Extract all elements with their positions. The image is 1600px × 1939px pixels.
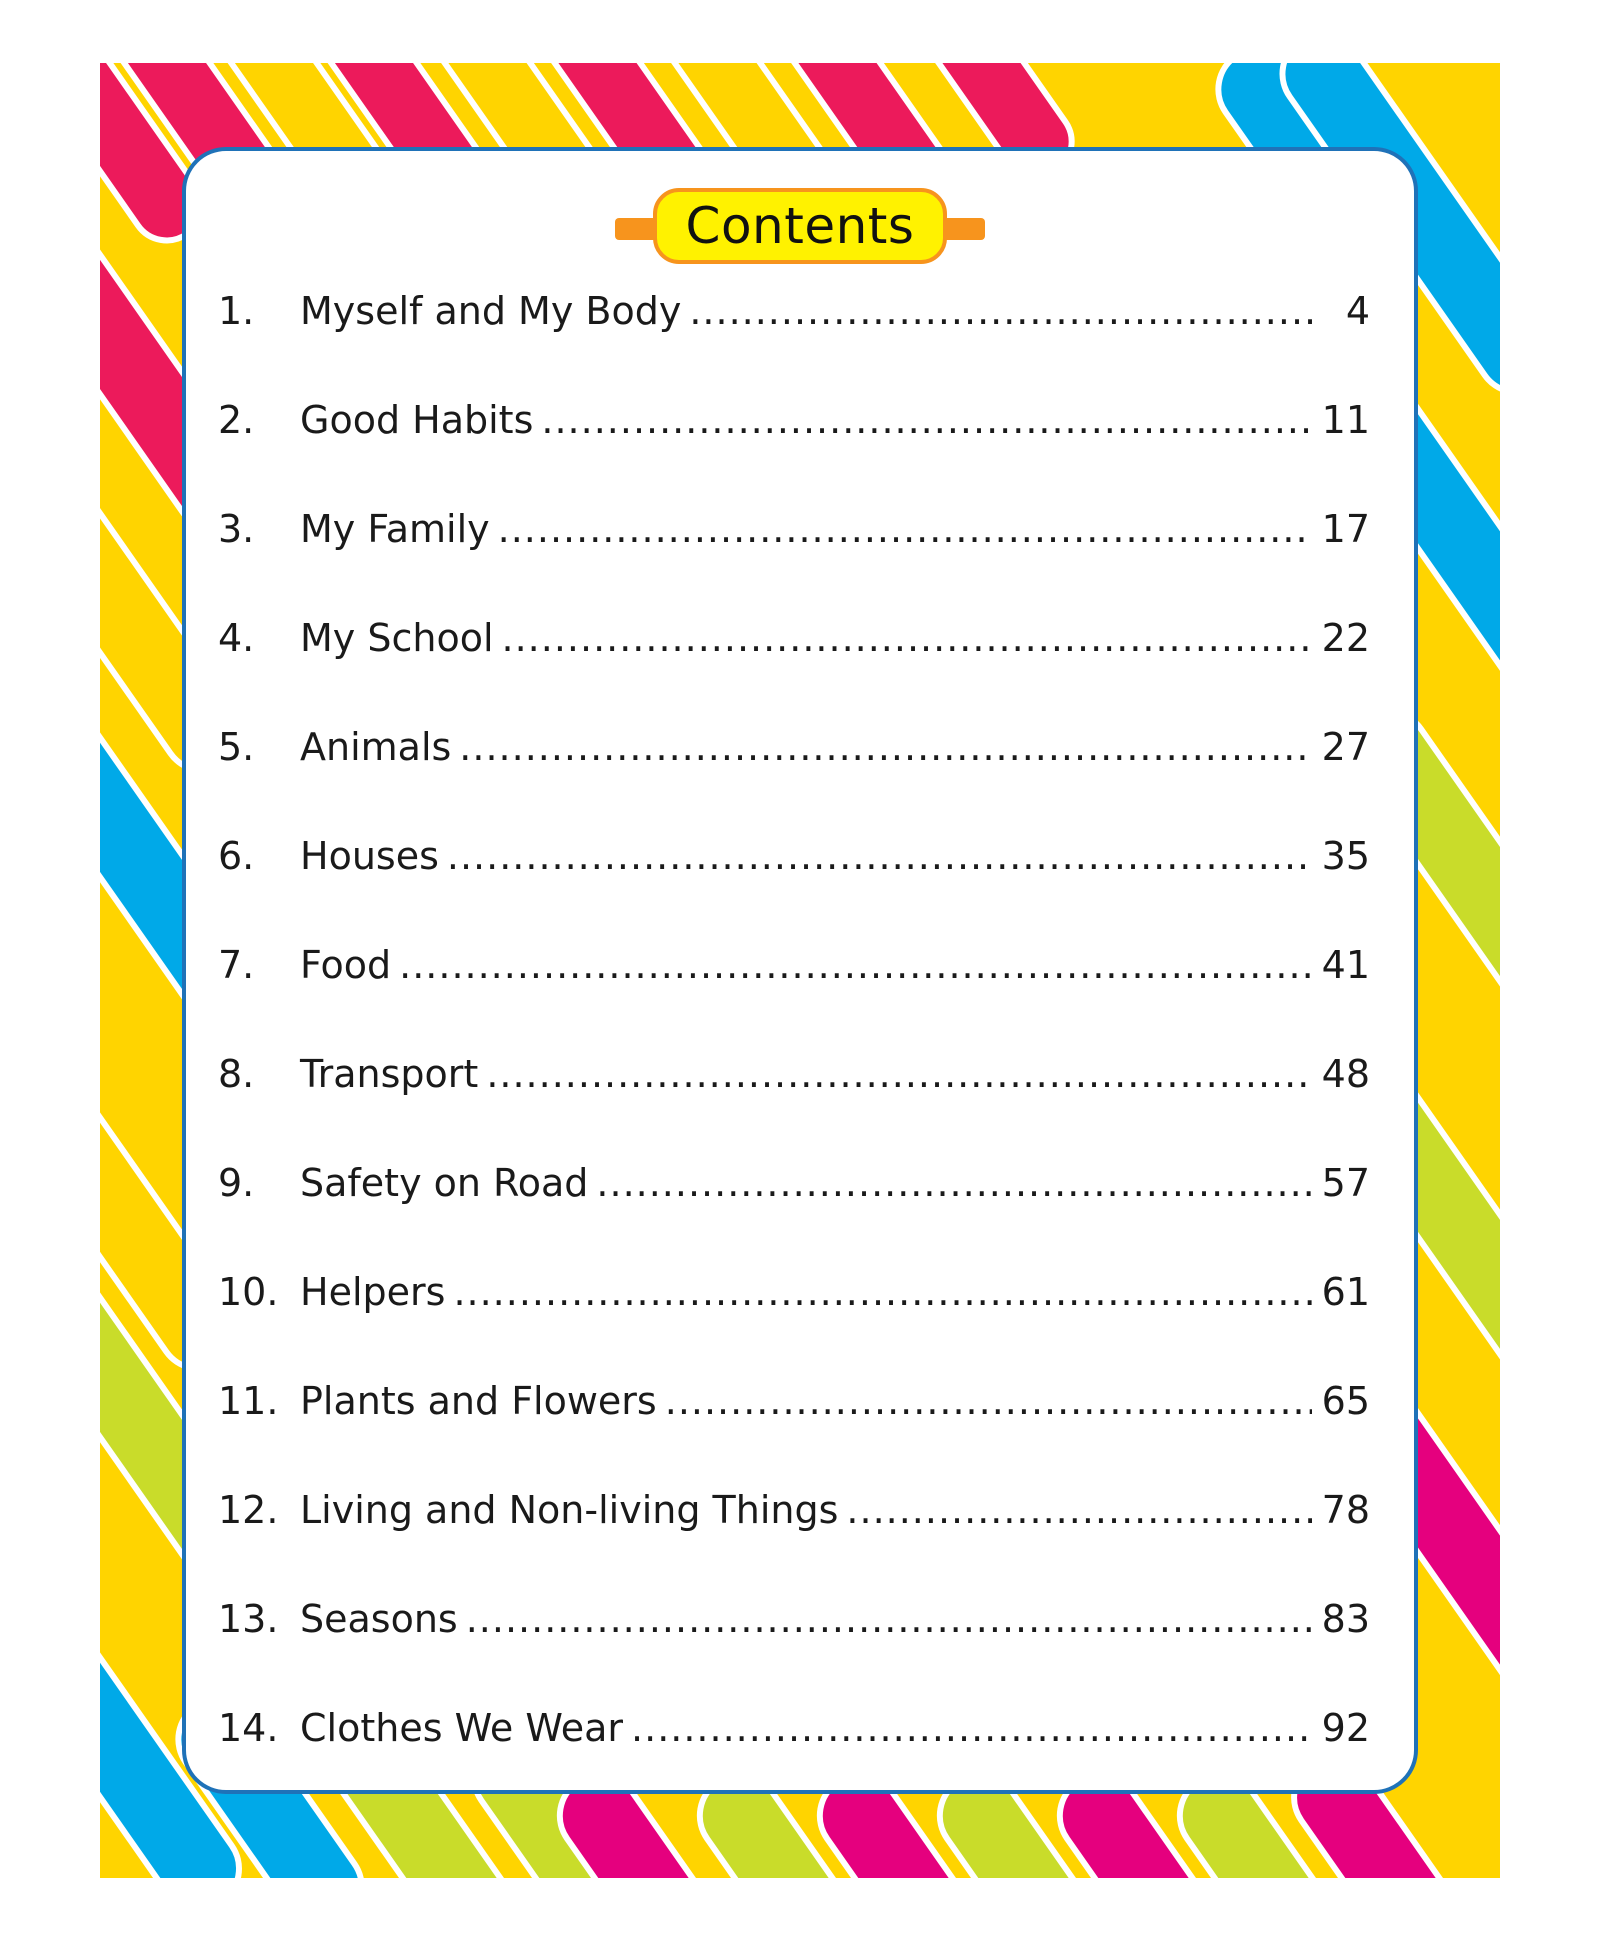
title-banner <box>615 188 985 270</box>
dot-leader <box>631 1692 1312 1764</box>
dot-leader <box>846 1474 1311 1546</box>
chapter-number: 1. <box>218 289 255 333</box>
toc-entry <box>218 1038 1370 1147</box>
dot-leader <box>486 1038 1311 1110</box>
chapter-number: 14. <box>218 1706 279 1750</box>
chapter-number: 8. <box>218 1052 255 1096</box>
dot-leader <box>689 275 1316 347</box>
dot-leader <box>459 711 1311 783</box>
dot-leader <box>466 1583 1312 1655</box>
chapter-title: Houses <box>300 834 439 878</box>
chapter-number: 7. <box>218 943 255 987</box>
dot-leader <box>502 602 1312 674</box>
chapter-page-number: 48 <box>1321 1052 1370 1096</box>
toc-entry <box>218 1474 1370 1583</box>
chapter-title: Transport <box>300 1052 479 1096</box>
chapter-title: Seasons <box>300 1597 458 1641</box>
page-title: Contents <box>653 188 947 264</box>
toc-entry <box>218 711 1370 820</box>
chapter-page-number: 41 <box>1321 943 1370 987</box>
chapter-title: Good Habits <box>300 398 534 442</box>
dot-leader <box>447 820 1312 892</box>
chapter-number: 5. <box>218 725 255 769</box>
chapter-title: Living and Non-living Things <box>300 1488 839 1532</box>
toc-entry <box>218 384 1370 493</box>
chapter-page-number: 57 <box>1321 1161 1370 1205</box>
chapter-page-number: 22 <box>1321 616 1370 660</box>
chapter-page-number: 83 <box>1321 1597 1370 1641</box>
chapter-title: Plants and Flowers <box>300 1379 657 1423</box>
dot-leader <box>541 384 1311 456</box>
chapter-number: 3. <box>218 507 255 551</box>
dot-leader <box>453 1256 1311 1328</box>
dot-leader <box>498 493 1312 565</box>
toc-entry <box>218 1147 1370 1256</box>
chapter-title: Myself and My Body <box>300 289 682 333</box>
chapter-number: 2. <box>218 398 255 442</box>
toc-entry <box>218 820 1370 929</box>
chapter-number: 10. <box>218 1270 279 1314</box>
chapter-title: Clothes We Wear <box>300 1706 624 1750</box>
chapter-title: Animals <box>300 725 452 769</box>
toc-entry <box>218 602 1370 711</box>
dot-leader <box>665 1365 1312 1437</box>
toc-entry <box>218 1692 1370 1801</box>
chapter-title: Safety on Road <box>300 1161 589 1205</box>
chapter-page-number: 61 <box>1321 1270 1370 1314</box>
chapter-title: Food <box>300 943 392 987</box>
chapter-page-number: 11 <box>1321 398 1370 442</box>
chapter-number: 6. <box>218 834 255 878</box>
dot-leader <box>596 1147 1311 1219</box>
toc-entry <box>218 1583 1370 1692</box>
chapter-page-number: 27 <box>1321 725 1370 769</box>
chapter-page-number: 78 <box>1321 1488 1370 1532</box>
toc-entry <box>218 493 1370 602</box>
chapter-title: My School <box>300 616 494 660</box>
toc-entry <box>218 1365 1370 1474</box>
chapter-page-number: 65 <box>1321 1379 1370 1423</box>
chapter-title: Helpers <box>300 1270 446 1314</box>
chapter-number: 13. <box>218 1597 279 1641</box>
chapter-number: 12. <box>218 1488 279 1532</box>
chapter-page-number: 4 <box>1345 289 1370 333</box>
toc-entry <box>218 1256 1370 1365</box>
table-of-contents <box>218 275 1370 1801</box>
toc-entry <box>218 275 1370 384</box>
dot-leader <box>399 929 1312 1001</box>
chapter-number: 9. <box>218 1161 255 1205</box>
chapter-number: 4. <box>218 616 255 660</box>
chapter-page-number: 35 <box>1321 834 1370 878</box>
chapter-page-number: 92 <box>1321 1706 1370 1750</box>
chapter-number: 11. <box>218 1379 279 1423</box>
chapter-title: My Family <box>300 507 490 551</box>
chapter-page-number: 17 <box>1321 507 1370 551</box>
toc-entry <box>218 929 1370 1038</box>
